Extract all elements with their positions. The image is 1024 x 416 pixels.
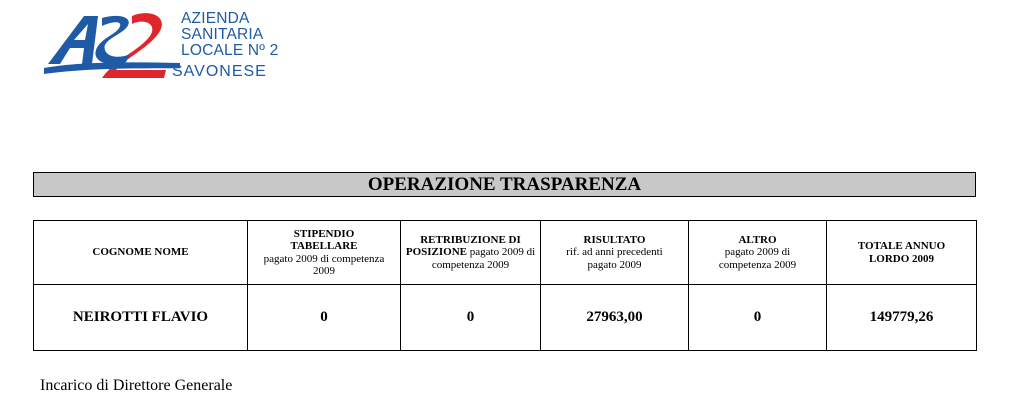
header-retribuzione-title: RETRIBUZIONE DI POSIZIONE	[405, 233, 521, 259]
header-altro	[689, 221, 827, 285]
logo-line-azienda: AZIENDA	[181, 10, 250, 27]
table-row	[34, 285, 977, 351]
header-altro-note: pagato 2009 di competenza 2009	[718, 246, 797, 271]
asl2-logo-mark	[40, 8, 180, 82]
header-risultato	[541, 221, 689, 285]
logo-line-savonese: SAVONESE	[172, 63, 267, 80]
cell-totale: 149779,26	[827, 285, 977, 351]
cell-altro: 0	[689, 285, 827, 351]
asl2-logo	[40, 8, 300, 82]
logo-line-locale: LOCALE Nº 2	[181, 42, 279, 59]
header-risultato-note: rif. ad anni precedenti pagato 2009	[566, 246, 663, 271]
logo-line-sanitaria: SANITARIA	[181, 26, 264, 43]
table-header-row	[34, 221, 977, 285]
header-cognome-nome: COGNOME NOME	[34, 221, 248, 285]
header-totale-title: TOTALE ANNUO LORDO 2009	[857, 240, 946, 265]
cell-stipendio: 0	[248, 285, 401, 351]
page-title: OPERAZIONE TRASPARENZA	[33, 172, 976, 197]
header-stipendio-note: pagato 2009 di competenza 2009	[263, 252, 385, 277]
cell-retribuzione: 0	[401, 285, 541, 351]
header-risultato-title: RISULTATO	[583, 233, 646, 246]
compensation-table	[33, 220, 977, 351]
header-altro-title: ALTRO	[738, 233, 777, 246]
header-retribuzione-note: pagato 2009 di competenza 2009	[431, 246, 536, 271]
cell-risultato: 27963,00	[541, 285, 689, 351]
logo-text	[181, 11, 278, 59]
header-stipendio-title: STIPENDIO TABELLARE	[290, 227, 358, 252]
role-description: Incarico di Direttore Generale	[40, 377, 233, 394]
cell-name: NEIROTTI FLAVIO	[34, 285, 248, 351]
header-retribuzione	[401, 221, 541, 285]
header-totale	[827, 221, 977, 285]
header-stipendio	[248, 221, 401, 285]
